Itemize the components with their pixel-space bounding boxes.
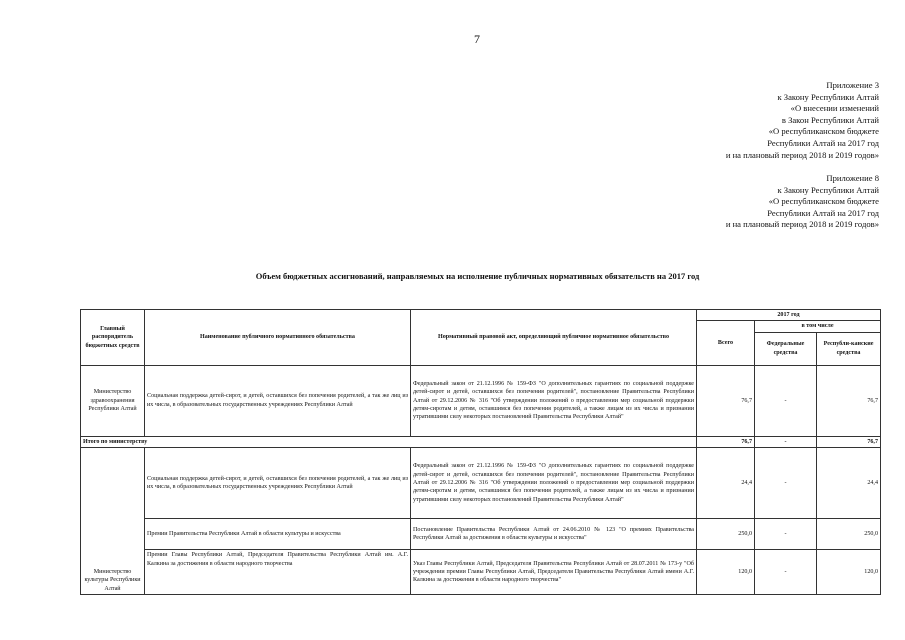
subtotal-row: [81, 436, 881, 447]
cell-act: Указ Главы Республики Алтай, Председателя Правительства Республики Алтай от 28.07.2011 № 173-у "Об учреждении премии Главы Республики Алтай, Председателя Правительства Республики Алтай имени А.Г. Калкина за достижения в области народного творчества": [411, 550, 697, 595]
appendix-line: Республики Алтай на 2017 год: [767, 137, 879, 148]
table-row: [81, 365, 881, 436]
page-number: 7: [474, 32, 480, 46]
cell-republican: 250,0: [817, 519, 881, 550]
cell-act: Федеральный закон от 21.12.1996 № 159-ФЗ "О дополнительных гарантиях по социальной поддержке детей-сирот и детей, оставшихся без попечения родителей", постановление Правительства Республики Алтай от 29.12.2006 № 316 "Об утверждении положений о предоставлении мер социальной поддержки детям-сиротам и детям, оставшимся без попечения родителей, а также лицам из их числа и признании утратившими силу некоторых постановлений Правительства Республики Алтай": [411, 365, 697, 436]
appendix-line: и на плановый период 2018 и 2019 годов»: [725, 219, 879, 230]
appendix-line: к Закону Республики Алтай: [777, 91, 879, 102]
appendix-8-caption: [726, 173, 879, 231]
cell-manager: Министерство культуры Республики Алтай: [81, 448, 145, 595]
document-title: Объем бюджетных ассигнований, направляемых на исполнение публичных нормативных обязательств на 2017 год: [255, 271, 700, 281]
subtotal-total: 76,7: [697, 436, 755, 447]
table-row: [81, 519, 881, 550]
appendix-line: «О внесении изменений: [790, 103, 879, 114]
cell-federal: -: [755, 448, 817, 519]
header-manager: Главный распорядитель бюджетных средств: [81, 310, 145, 366]
cell-act: Постановление Правительства Республики Алтай от 24.06.2010 № 123 "О премиях Правительства Республики Алтай за достижения в области культуры и искусства": [411, 519, 697, 550]
appendix-line: в Закон Республики Алтай: [781, 114, 879, 125]
cell-federal: -: [755, 365, 817, 436]
cell-obligation: Премии Главы Республики Алтай, Председателя Правительства Республики Алтай им. А.Г. Калкина за достижения в области народного творчества: [145, 550, 411, 595]
table-row: [81, 448, 881, 519]
header-year: 2017 год: [697, 310, 881, 321]
appendix-line: Приложение 3: [826, 80, 879, 90]
cell-total: 76,7: [697, 365, 755, 436]
appendix-line: к Закону Республики Алтай: [777, 184, 879, 195]
cell-federal: -: [755, 519, 817, 550]
table-header-row: [81, 310, 881, 321]
table-row: [81, 550, 881, 595]
subtotal-republican: 76,7: [817, 436, 881, 447]
header-including: в том числе: [755, 321, 881, 332]
appendix-line: «О республиканском бюджете: [768, 126, 879, 137]
cell-total: 120,0: [697, 550, 755, 595]
cell-republican: 76,7: [817, 365, 881, 436]
cell-obligation: Социальная поддержка детей-сирот, и детей, оставшихся без попечения родителей, а так же лиц из их числа, в образовательных государственных учреждениях Республики Алтай: [145, 448, 411, 519]
cell-manager: Министерство здравоохранения Республики Алтай: [81, 365, 145, 436]
appendix-line: Приложение 8: [826, 173, 879, 183]
cell-total: 24,4: [697, 448, 755, 519]
cell-act: Федеральный закон от 21.12.1996 № 159-ФЗ "О дополнительных гарантиях по социальной поддержке детей-сирот и детей, оставшихся без попечения родителей", постановление Правительства Республики Алтай от 29.12.2006 № 316 "Об утверждении положений о предоставлении мер социальной поддержки детям-сиротам и детям, оставшимся без попечения родителей, а также лицам из их числа и признании утратившими силу некоторых постановлений Правительства Республики Алтай": [411, 448, 697, 519]
subtotal-federal: -: [755, 436, 817, 447]
budget-table: [80, 309, 881, 595]
header-act: Нормативный правовой акт, определяющий публичное нормативное обязательство: [411, 310, 697, 366]
cell-federal: -: [755, 550, 817, 595]
appendix-line: Республики Алтай на 2017 год: [767, 207, 879, 218]
header-republican: Республи-канские средства: [817, 332, 881, 365]
header-federal: Федеральные средства: [755, 332, 817, 365]
appendix-3-caption: [726, 80, 879, 161]
header-total: Всего: [697, 321, 755, 365]
cell-republican: 120,0: [817, 550, 881, 595]
appendix-line: «О республиканском бюджете: [768, 196, 879, 207]
cell-total: 250,0: [697, 519, 755, 550]
cell-republican: 24,4: [817, 448, 881, 519]
appendix-line: и на плановый период 2018 и 2019 годов»: [725, 149, 879, 160]
header-obligation: Наименование публичного нормативного обязательства: [145, 310, 411, 366]
cell-obligation: Социальная поддержка детей-сирот, и детей, оставшихся без попечения родителей, а так же лиц из их числа, в образовательных государственных учреждениях Республики Алтай: [145, 365, 411, 436]
cell-obligation: Премии Правительства Республики Алтай в области культуры и искусства: [145, 519, 411, 550]
subtotal-label: Итого по министерству: [81, 436, 697, 447]
